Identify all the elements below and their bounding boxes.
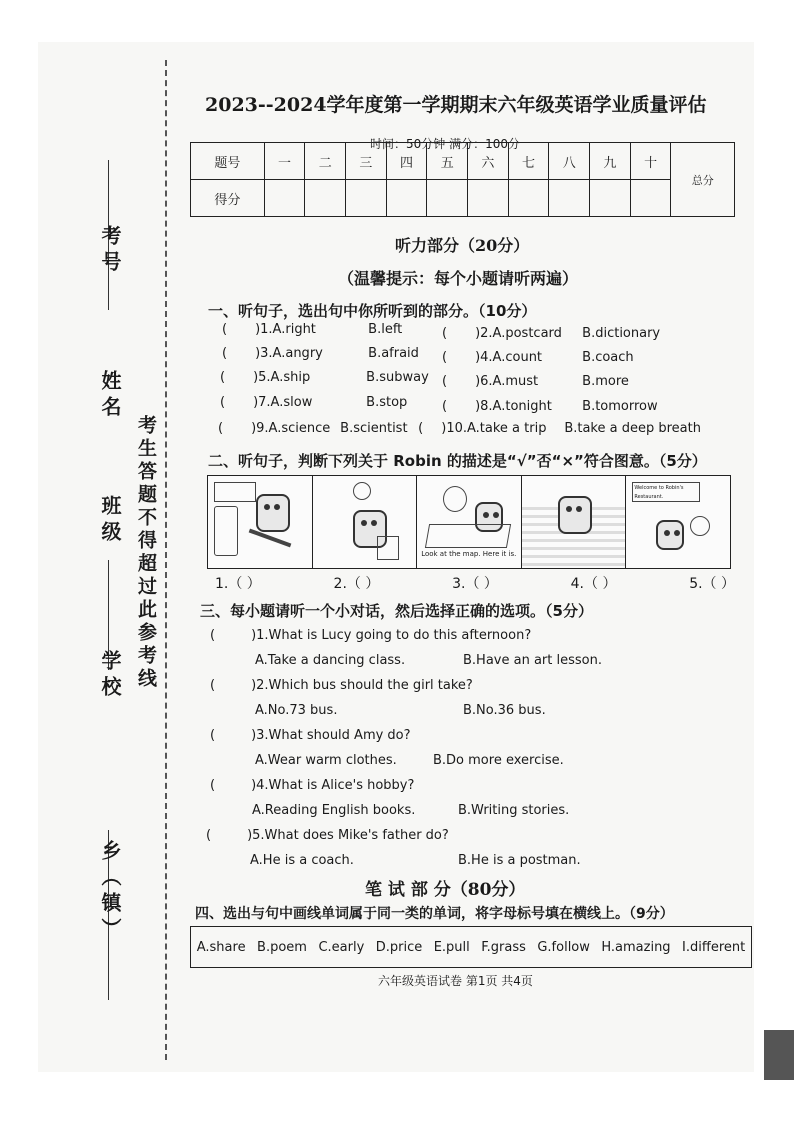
paren: ( xyxy=(442,350,448,365)
word-a: A.share xyxy=(196,939,246,955)
s3-options-1 xyxy=(255,653,602,668)
question-text: 4.What is Alice's hobby? xyxy=(256,778,415,793)
paren: ) xyxy=(475,399,481,414)
option-b: B.scientist xyxy=(340,421,408,436)
s1-row-7 xyxy=(220,395,446,410)
question-text: 5.What does Mike's father do? xyxy=(252,828,449,843)
answer-3[interactable]: 3.（ ） xyxy=(452,576,498,592)
paren: ( xyxy=(210,678,216,693)
s1-row-4 xyxy=(442,350,634,365)
scan-shadow xyxy=(764,1030,794,1080)
option-b: B.Have an art lesson. xyxy=(463,653,602,668)
score-cell[interactable] xyxy=(590,180,631,217)
s1-row-6 xyxy=(442,374,629,389)
listening-tip: （温馨提示：每个小题请听两遍） xyxy=(338,269,579,288)
town-label: 乡（镇） xyxy=(98,840,122,944)
option-b: B.stop xyxy=(366,395,408,410)
option-b: B.subway xyxy=(366,370,429,385)
word-d: D.price xyxy=(375,939,423,955)
option-a: 7.A.slow xyxy=(258,395,313,410)
score-cell[interactable] xyxy=(305,180,346,217)
section-3-title: 三、每小题请听一个小对话，然后选择正确的选项。（5分） xyxy=(200,602,593,620)
option-b: B.tomorrow xyxy=(582,399,658,414)
score-header-label: 题号 xyxy=(191,143,265,180)
option-a: 10.A.take a trip xyxy=(446,421,547,436)
option-b: B.No.36 bus. xyxy=(463,703,546,718)
col-4: 四 xyxy=(386,143,427,180)
paren: ( xyxy=(220,395,226,410)
score-cell[interactable] xyxy=(427,180,468,217)
page-footer: 六年级英语试卷 第1页 共4页 xyxy=(378,974,533,988)
exam-number-label: 考号 xyxy=(98,225,122,277)
paren: ) xyxy=(441,421,447,436)
option-b: B.Do more exercise. xyxy=(433,753,564,768)
name-label: 姓名 xyxy=(98,370,122,422)
col-5: 五 xyxy=(427,143,468,180)
option-b: B.more xyxy=(582,374,629,389)
s1-row-2 xyxy=(442,326,660,341)
option-a: A.No.73 bus. xyxy=(255,703,338,718)
s3-options-2 xyxy=(255,703,546,718)
paren: ( xyxy=(218,421,224,436)
col-9: 九 xyxy=(590,143,631,180)
word-i: I.different xyxy=(682,939,746,955)
s3-question-2 xyxy=(210,678,473,693)
s3-options-3 xyxy=(255,753,564,768)
score-cell[interactable] xyxy=(630,180,671,217)
s3-question-1 xyxy=(210,628,531,643)
cut-line xyxy=(165,60,167,1060)
col-1: 一 xyxy=(264,143,305,180)
exam-title: 2023--2024学年度第一学期期末六年级英语学业质量评估 xyxy=(205,94,707,116)
score-row-label: 得分 xyxy=(191,180,265,217)
option-a: A.He is a coach. xyxy=(250,853,354,868)
paren: ( xyxy=(210,628,216,643)
section-2-title: 二、听句子，判断下列关于 Robin 的描述是“√”否“×”符合图意。（5分） xyxy=(208,452,707,470)
answer-2[interactable]: 2.（ ） xyxy=(333,576,380,592)
paren: ( xyxy=(220,370,226,385)
exam-subtitle: 时间：50分钟 满分：100分 xyxy=(370,137,520,151)
option-a: 4.A.count xyxy=(480,350,543,365)
picture-answers xyxy=(215,573,735,593)
paren: ( xyxy=(210,778,216,793)
question-text: 1.What is Lucy going to do this afternoon? xyxy=(256,628,532,643)
paren: ) xyxy=(475,350,481,365)
picture-3-caption: Look at the map. Here it is. xyxy=(421,550,517,558)
col-3: 三 xyxy=(346,143,387,180)
picture-1 xyxy=(208,476,313,568)
paren: ) xyxy=(475,326,481,341)
paren: ( xyxy=(442,399,448,414)
score-cell[interactable] xyxy=(468,180,509,217)
robot-waiter-icon xyxy=(656,520,684,550)
option-b: B.left xyxy=(368,322,403,337)
option-a: 8.A.tonight xyxy=(480,399,552,414)
s1-row-9 xyxy=(218,421,701,436)
s3-options-5 xyxy=(250,853,581,868)
paren: ) xyxy=(251,628,257,643)
listening-heading: 听力部分（20分） xyxy=(395,236,530,255)
word-c: C.early xyxy=(318,939,365,955)
word-bank xyxy=(190,926,752,968)
word-f: F.grass xyxy=(481,939,526,955)
picture-3 xyxy=(417,476,522,568)
score-cell[interactable] xyxy=(346,180,387,217)
option-a: 5.A.ship xyxy=(258,370,311,385)
col-2: 二 xyxy=(305,143,346,180)
paren: ( xyxy=(442,374,448,389)
paren: ( xyxy=(418,421,424,436)
robot-swimming-icon xyxy=(558,496,592,534)
s3-question-4 xyxy=(210,778,414,793)
answer-4[interactable]: 4.（ ） xyxy=(570,576,617,592)
picture-strip xyxy=(207,475,731,569)
written-heading: 笔 试 部 分（80分） xyxy=(365,880,526,900)
class-label: 班级 xyxy=(98,495,122,547)
answer-5[interactable]: 5.（ ） xyxy=(689,576,735,592)
s1-row-5 xyxy=(220,370,446,385)
paren: ) xyxy=(251,778,257,793)
option-b: B.afraid xyxy=(368,346,419,361)
col-8: 八 xyxy=(549,143,590,180)
option-a: A.Wear warm clothes. xyxy=(255,753,397,768)
school-label: 学校 xyxy=(98,650,122,702)
paren: ) xyxy=(253,370,259,385)
word-b: B.poem xyxy=(257,939,307,955)
man-head-icon xyxy=(443,486,467,512)
answer-1[interactable]: 1.（ ） xyxy=(215,576,261,592)
paren: ( xyxy=(206,828,212,843)
robot-reading-icon xyxy=(256,494,290,532)
option-a: 2.A.postcard xyxy=(480,326,562,341)
section-4-title: 四、选出与句中画线单词属于同一类的单词，将字母标号填在横线上。（9分） xyxy=(195,906,674,922)
option-a: 6.A.must xyxy=(480,374,539,389)
paren: ) xyxy=(251,421,257,436)
customer-head-icon xyxy=(690,516,710,536)
option-a: A.Take a dancing class. xyxy=(255,653,406,668)
score-cell[interactable] xyxy=(264,180,305,217)
s3-question-5 xyxy=(206,828,449,843)
paren: ( xyxy=(442,326,448,341)
option-b: B.coach xyxy=(582,350,634,365)
col-7: 七 xyxy=(508,143,549,180)
picture-5 xyxy=(626,476,730,568)
paren: ) xyxy=(247,828,253,843)
picture-4 xyxy=(522,476,627,568)
question-text: 3.What should Amy do? xyxy=(256,728,411,743)
score-row-scores xyxy=(191,180,735,217)
word-e: E.pull xyxy=(433,939,470,955)
col-10: 十 xyxy=(630,143,671,180)
paren: ( xyxy=(222,322,228,337)
option-a: 3.A.angry xyxy=(260,346,323,361)
score-table xyxy=(190,142,735,217)
book-icon xyxy=(377,536,399,560)
col-6: 六 xyxy=(468,143,509,180)
option-b: B.take a deep breath xyxy=(564,421,701,436)
paren: ) xyxy=(255,346,261,361)
sofa-shape xyxy=(214,506,238,556)
score-cell[interactable] xyxy=(549,180,590,217)
sun-icon xyxy=(353,482,371,500)
paren: ) xyxy=(255,322,261,337)
picture-2 xyxy=(313,476,418,568)
map-icon xyxy=(425,524,511,548)
window-shape xyxy=(214,482,256,502)
paren: ( xyxy=(210,728,216,743)
score-row-numbers xyxy=(191,143,735,180)
s1-row-1 xyxy=(222,322,448,337)
option-b: B.He is a postman. xyxy=(458,853,581,868)
s3-options-4 xyxy=(252,803,569,818)
question-text: 2.Which bus should the girl take? xyxy=(256,678,473,693)
s1-row-8 xyxy=(442,399,658,414)
score-cell[interactable] xyxy=(508,180,549,217)
section-1-title: 一、听句子，选出句中你所听到的部分。（10分） xyxy=(208,302,537,320)
option-a: A.Reading English books. xyxy=(252,803,416,818)
option-b: B.Writing stories. xyxy=(458,803,570,818)
option-a: 9.A.science xyxy=(256,421,331,436)
s1-row-3 xyxy=(222,346,448,361)
s3-question-3 xyxy=(210,728,411,743)
option-b: B.dictionary xyxy=(582,326,661,341)
total-label: 总分 xyxy=(671,143,735,217)
score-cell[interactable] xyxy=(386,180,427,217)
paren: ) xyxy=(475,374,481,389)
paren: ( xyxy=(222,346,228,361)
picture-5-caption: Welcome to Robin's Restaurant. xyxy=(632,482,700,502)
option-a: 1.A.right xyxy=(260,322,316,337)
paren: ) xyxy=(251,678,257,693)
word-g: G.follow xyxy=(537,939,590,955)
cutline-warning: 考生答题不得超过此参考线 xyxy=(135,415,157,691)
word-h: H.amazing xyxy=(601,939,671,955)
paren: ) xyxy=(253,395,259,410)
paren: ) xyxy=(251,728,257,743)
